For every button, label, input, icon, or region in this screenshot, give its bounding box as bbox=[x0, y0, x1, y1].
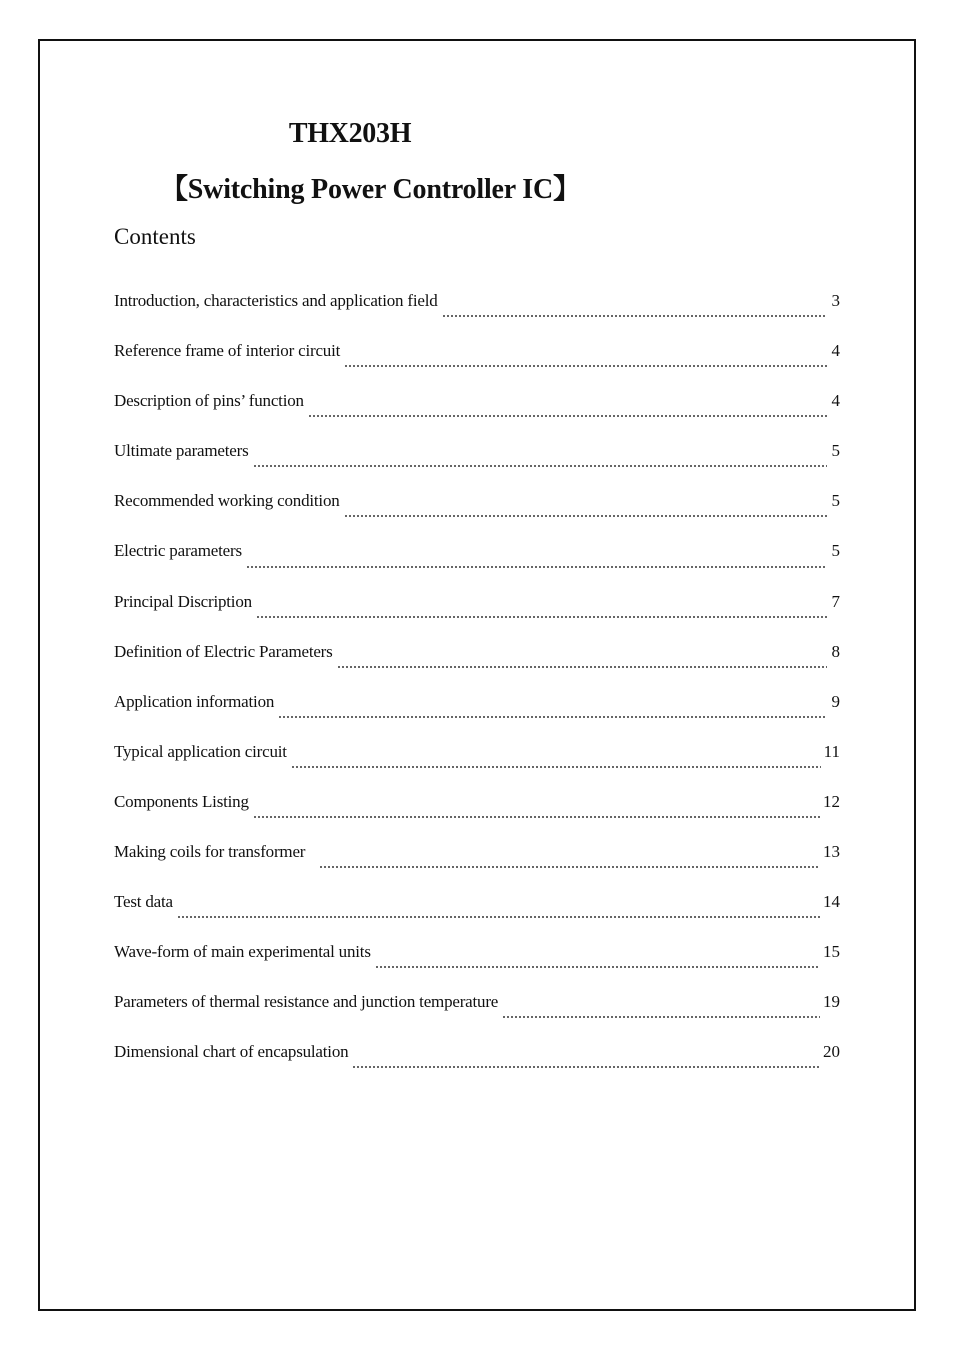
toc-entry-title[interactable]: Introduction, characteristics and application field bbox=[114, 291, 438, 310]
toc-entry[interactable] bbox=[114, 839, 840, 889]
toc-entry[interactable] bbox=[114, 739, 840, 789]
toc-entry-page[interactable]: 9 bbox=[831, 691, 840, 711]
dot-leader bbox=[308, 415, 827, 417]
dot-leader bbox=[253, 465, 828, 467]
toc-entry-title[interactable]: Typical application circuit bbox=[114, 741, 287, 761]
toc-entry-page[interactable]: 4 bbox=[831, 341, 840, 361]
toc-entry-page[interactable]: 15 bbox=[823, 942, 840, 962]
document-subtitle: 【Switching Power Controller IC】 bbox=[160, 174, 581, 205]
toc-entry[interactable] bbox=[114, 388, 840, 438]
toc-entry-page[interactable]: 12 bbox=[823, 791, 840, 811]
toc-entry[interactable] bbox=[114, 288, 840, 338]
toc-entry-title[interactable]: Dimensional chart of encapsulation bbox=[114, 1042, 349, 1062]
toc-entry-page[interactable]: 20 bbox=[823, 1042, 840, 1062]
toc-entry[interactable] bbox=[114, 689, 840, 739]
dot-leader bbox=[246, 566, 827, 568]
toc-entry-title[interactable]: Wave-form of main experimental units bbox=[114, 942, 371, 962]
dot-leader bbox=[337, 666, 827, 668]
toc-entry[interactable] bbox=[114, 889, 840, 939]
toc-entry-page[interactable]: 11 bbox=[823, 741, 840, 761]
dot-leader bbox=[344, 365, 827, 367]
toc-entry-title[interactable]: Principal Discription bbox=[114, 591, 252, 611]
toc-entry-page[interactable]: 14 bbox=[823, 892, 840, 912]
toc-entry-page[interactable]: 7 bbox=[831, 591, 840, 611]
dot-leader bbox=[319, 866, 820, 868]
toc-entry[interactable] bbox=[114, 639, 840, 689]
toc-entry-title[interactable]: Parameters of thermal resistance and junction temperature bbox=[114, 992, 499, 1012]
toc-entry[interactable] bbox=[114, 589, 840, 639]
toc-entry[interactable] bbox=[114, 989, 840, 1039]
toc-entry-page[interactable]: 19 bbox=[823, 992, 840, 1012]
dot-leader bbox=[278, 716, 827, 718]
toc-entry[interactable] bbox=[114, 1039, 840, 1089]
toc-entry[interactable] bbox=[114, 939, 840, 989]
table-of-contents bbox=[114, 288, 840, 1090]
dot-leader bbox=[291, 766, 821, 768]
toc-entry-page[interactable]: 5 bbox=[831, 541, 840, 561]
dot-leader bbox=[177, 916, 820, 918]
toc-entry-title[interactable]: Test data bbox=[114, 892, 173, 912]
toc-entry-page[interactable]: 3 bbox=[831, 291, 840, 310]
dot-leader bbox=[256, 616, 827, 618]
toc-entry-page[interactable]: 8 bbox=[831, 641, 840, 661]
toc-entry[interactable] bbox=[114, 789, 840, 839]
toc-entry[interactable] bbox=[114, 488, 840, 538]
toc-entry-title[interactable]: Electric parameters bbox=[114, 541, 242, 561]
dot-leader bbox=[253, 816, 820, 818]
dot-leader bbox=[344, 515, 827, 517]
toc-entry-title[interactable]: Making coils for transformer bbox=[114, 842, 306, 862]
toc-entry[interactable] bbox=[114, 438, 840, 488]
toc-entry[interactable] bbox=[114, 338, 840, 388]
toc-entry-title[interactable]: Components Listing bbox=[114, 791, 249, 811]
toc-entry-page[interactable]: 5 bbox=[831, 491, 840, 511]
toc-entry-page[interactable]: 4 bbox=[831, 391, 840, 411]
toc-entry-title[interactable]: Application information bbox=[114, 691, 275, 711]
toc-entry-title[interactable]: Definition of Electric Parameters bbox=[114, 641, 333, 661]
dot-leader bbox=[375, 966, 820, 968]
toc-entry-page[interactable]: 5 bbox=[831, 441, 840, 461]
dot-leader bbox=[352, 1066, 820, 1068]
dot-leader bbox=[502, 1016, 820, 1018]
dot-leader bbox=[442, 315, 827, 317]
toc-entry-title[interactable]: Ultimate parameters bbox=[114, 441, 249, 461]
contents-heading: Contents bbox=[114, 224, 196, 249]
toc-entry[interactable] bbox=[114, 538, 840, 588]
toc-entry-title[interactable]: Reference frame of interior circuit bbox=[114, 341, 341, 361]
document-title: THX203H bbox=[288, 118, 412, 149]
toc-entry-page[interactable]: 13 bbox=[823, 842, 840, 862]
toc-entry-title[interactable]: Description of pins’ function bbox=[114, 391, 304, 411]
toc-entry-title[interactable]: Recommended working condition bbox=[114, 491, 340, 511]
